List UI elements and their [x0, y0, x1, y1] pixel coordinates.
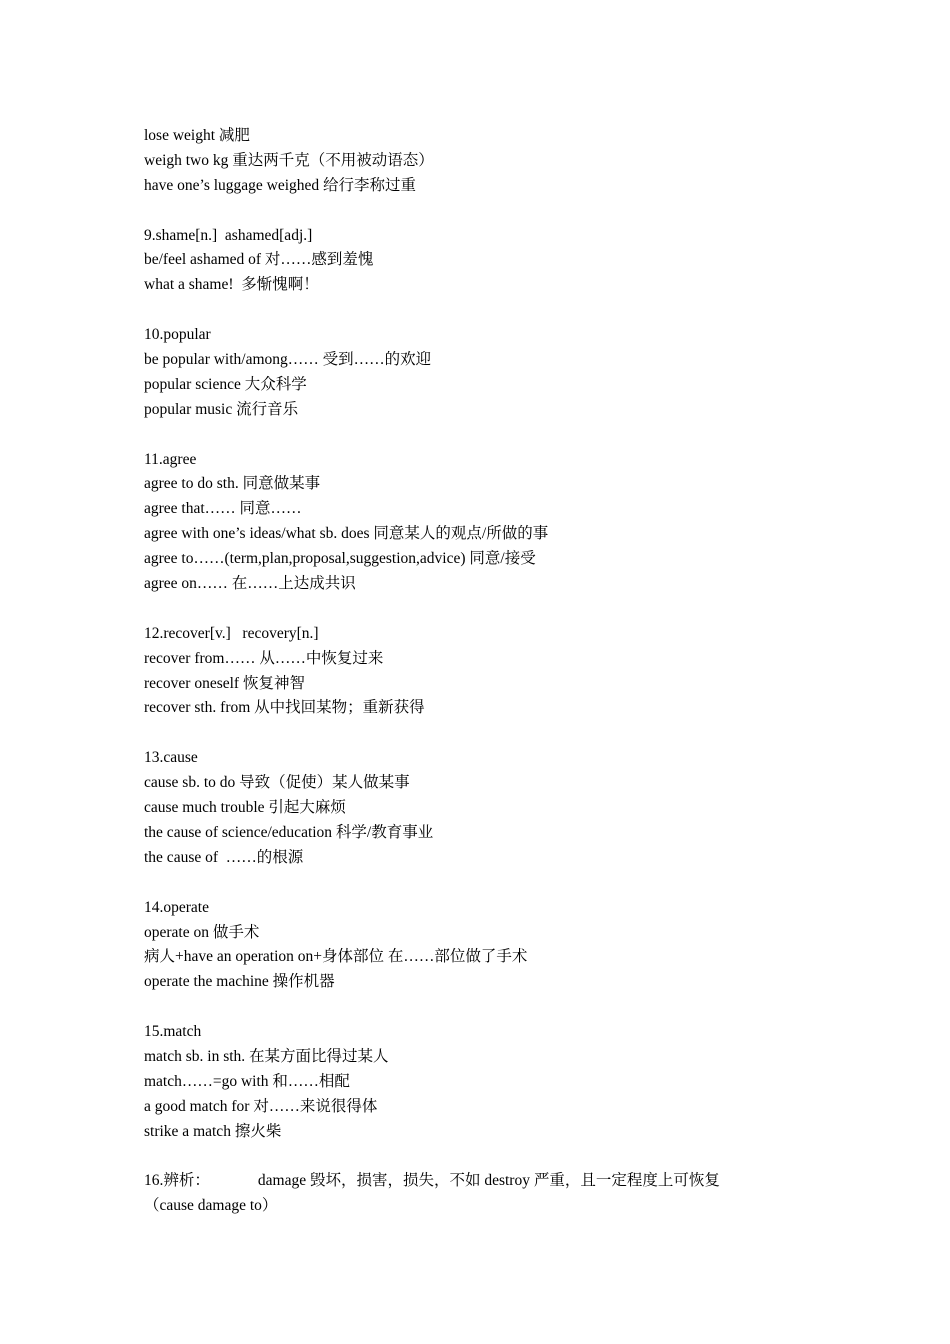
- text-line: recover oneself 恢复神智: [144, 674, 305, 692]
- text-line: （cause damage to）: [144, 1197, 278, 1215]
- text-line: have one’s luggage weighed 给行李称过重: [144, 176, 417, 194]
- text-line: match sb. in sth. 在某方面比得过某人: [144, 1047, 389, 1065]
- text-line: popular music 流行音乐: [144, 400, 299, 418]
- section-16-text: damage 毁坏，损害，损失，不如 destroy 严重，且一定程度上可恢复: [257, 1172, 720, 1190]
- text-line: agree on…… 在……上达成共识: [144, 575, 356, 593]
- blank-line: [144, 199, 824, 224]
- document-page: [144, 124, 824, 1219]
- text-line: lose weight 减肥: [144, 127, 250, 144]
- blank-line: [144, 298, 824, 323]
- text-line: cause sb. to do 导致（促使）某人做某事: [144, 774, 410, 792]
- text-line: cause much trouble 引起大麻烦: [144, 799, 346, 817]
- text-line: the cause of science/education 科学/教育事业: [144, 823, 434, 841]
- section-heading-14: 14.operate: [144, 898, 209, 916]
- blank-line: [144, 871, 824, 896]
- text-line: agree to……(term,plan,proposal,suggestion,advice) 同意/接受: [144, 550, 536, 568]
- blank-line: [144, 597, 824, 622]
- text-line: the cause of ……的根源: [144, 848, 304, 866]
- text-line: agree that…… 同意……: [144, 500, 302, 518]
- text-line: operate the machine 操作机器: [144, 973, 335, 991]
- text-line: be popular with/among…… 受到……的欢迎: [144, 351, 432, 369]
- section-heading-13: 13.cause: [144, 749, 198, 767]
- section-16-label: 16.辨析：: [144, 1172, 210, 1190]
- section-heading-11: 11.agree: [144, 450, 197, 468]
- blank-line: [144, 995, 824, 1020]
- text-line: popular science 大众科学: [144, 375, 307, 393]
- text-line: 病人+have an operation on+身体部位 在……部位做了手术: [144, 948, 528, 966]
- text-line: weigh two kg 重达两千克（不用被动语态）: [144, 151, 434, 169]
- text-line: strike a match 擦火柴: [144, 1122, 282, 1140]
- text-line: recover sth. from 从中找回某物；重新获得: [144, 699, 425, 717]
- section-heading-12: 12.recover[v.] recovery[n.]: [144, 624, 319, 642]
- blank-line: [144, 1145, 824, 1170]
- section-heading-10: 10.popular: [144, 326, 211, 344]
- section-heading-9: 9.shame[n.] ashamed[adj.]: [144, 226, 313, 244]
- text-line: agree to do sth. 同意做某事: [144, 475, 321, 493]
- text-line: operate on 做手术: [144, 923, 260, 941]
- blank-line: [144, 721, 824, 746]
- blank-line: [144, 423, 824, 448]
- text-line: recover from…… 从……中恢复过来: [144, 649, 384, 667]
- text-line: agree with one’s ideas/what sb. does 同意某人的观点/所做的事: [144, 525, 549, 543]
- text-line: match……=go with 和……相配: [144, 1072, 350, 1090]
- section-heading-16: [144, 1169, 824, 1194]
- text-line: a good match for 对……来说很得体: [144, 1097, 378, 1115]
- text-line: be/feel ashamed of 对……感到羞愧: [144, 251, 374, 269]
- text-line: what a shame! 多惭愧啊！: [144, 276, 319, 294]
- section-heading-15: 15.match: [144, 1023, 202, 1041]
